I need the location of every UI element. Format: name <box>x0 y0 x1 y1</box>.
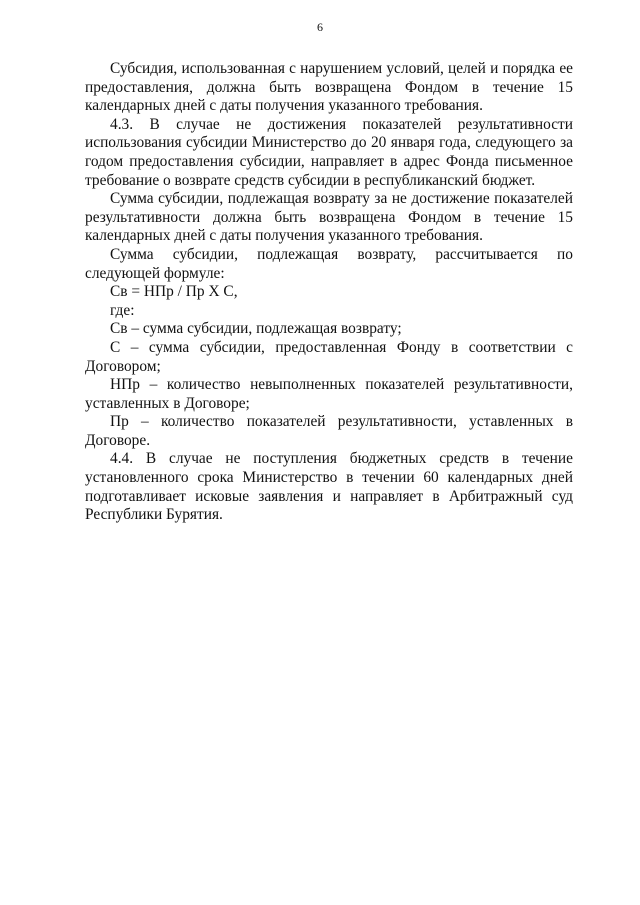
paragraph-subsidy-return: Субсидия, использованная с нарушением условий, целей и порядка ее предоставления, должна быть возвращена Фондом в течение 15 календарных дней с даты получения указанного требования. <box>85 60 573 115</box>
paragraph-4-3: 4.3. В случае не достижения показателей результативности использования субсидии Министерство до 20 января года, следующего за годом предоставления субсидии, направляет в адрес Фонда письменное требование о возврате средств субсидии в республиканский бюджет. <box>85 115 573 189</box>
page-number: 6 <box>317 20 323 34</box>
document-body <box>85 60 573 525</box>
paragraph-4-4: 4.4. В случае не поступления бюджетных средств в течение установленного срока Министерство в течении 60 календарных дней подготавливает исковые заявления и направляет в Арбитражный суд Республики Бурятия. <box>85 450 573 524</box>
paragraph-where: где: <box>110 301 135 319</box>
definition-pr: Пр – количество показателей результативности, уставленных в Договоре. <box>85 413 573 449</box>
paragraph-return-amount: Сумма субсидии, подлежащая возврату за не достижение показателей результативности должна быть возвращена Фондом в течение 15 календарных дней с даты получения указанного требования. <box>85 190 573 245</box>
paragraph-formula-intro: Сумма субсидии, подлежащая возврату, рассчитывается по следующей формуле: <box>85 245 573 282</box>
definition-npr: НПр – количество невыполненных показателей результативности, уставленных в Договоре; <box>85 376 573 412</box>
definition-s: С – сумма субсидии, предоставленная Фонду в соответствии с Договором; <box>85 338 573 375</box>
definition-sv: Св – сумма субсидии, подлежащая возврату; <box>110 320 402 338</box>
formula: Св = НПр / Пр Х С, <box>110 283 238 301</box>
